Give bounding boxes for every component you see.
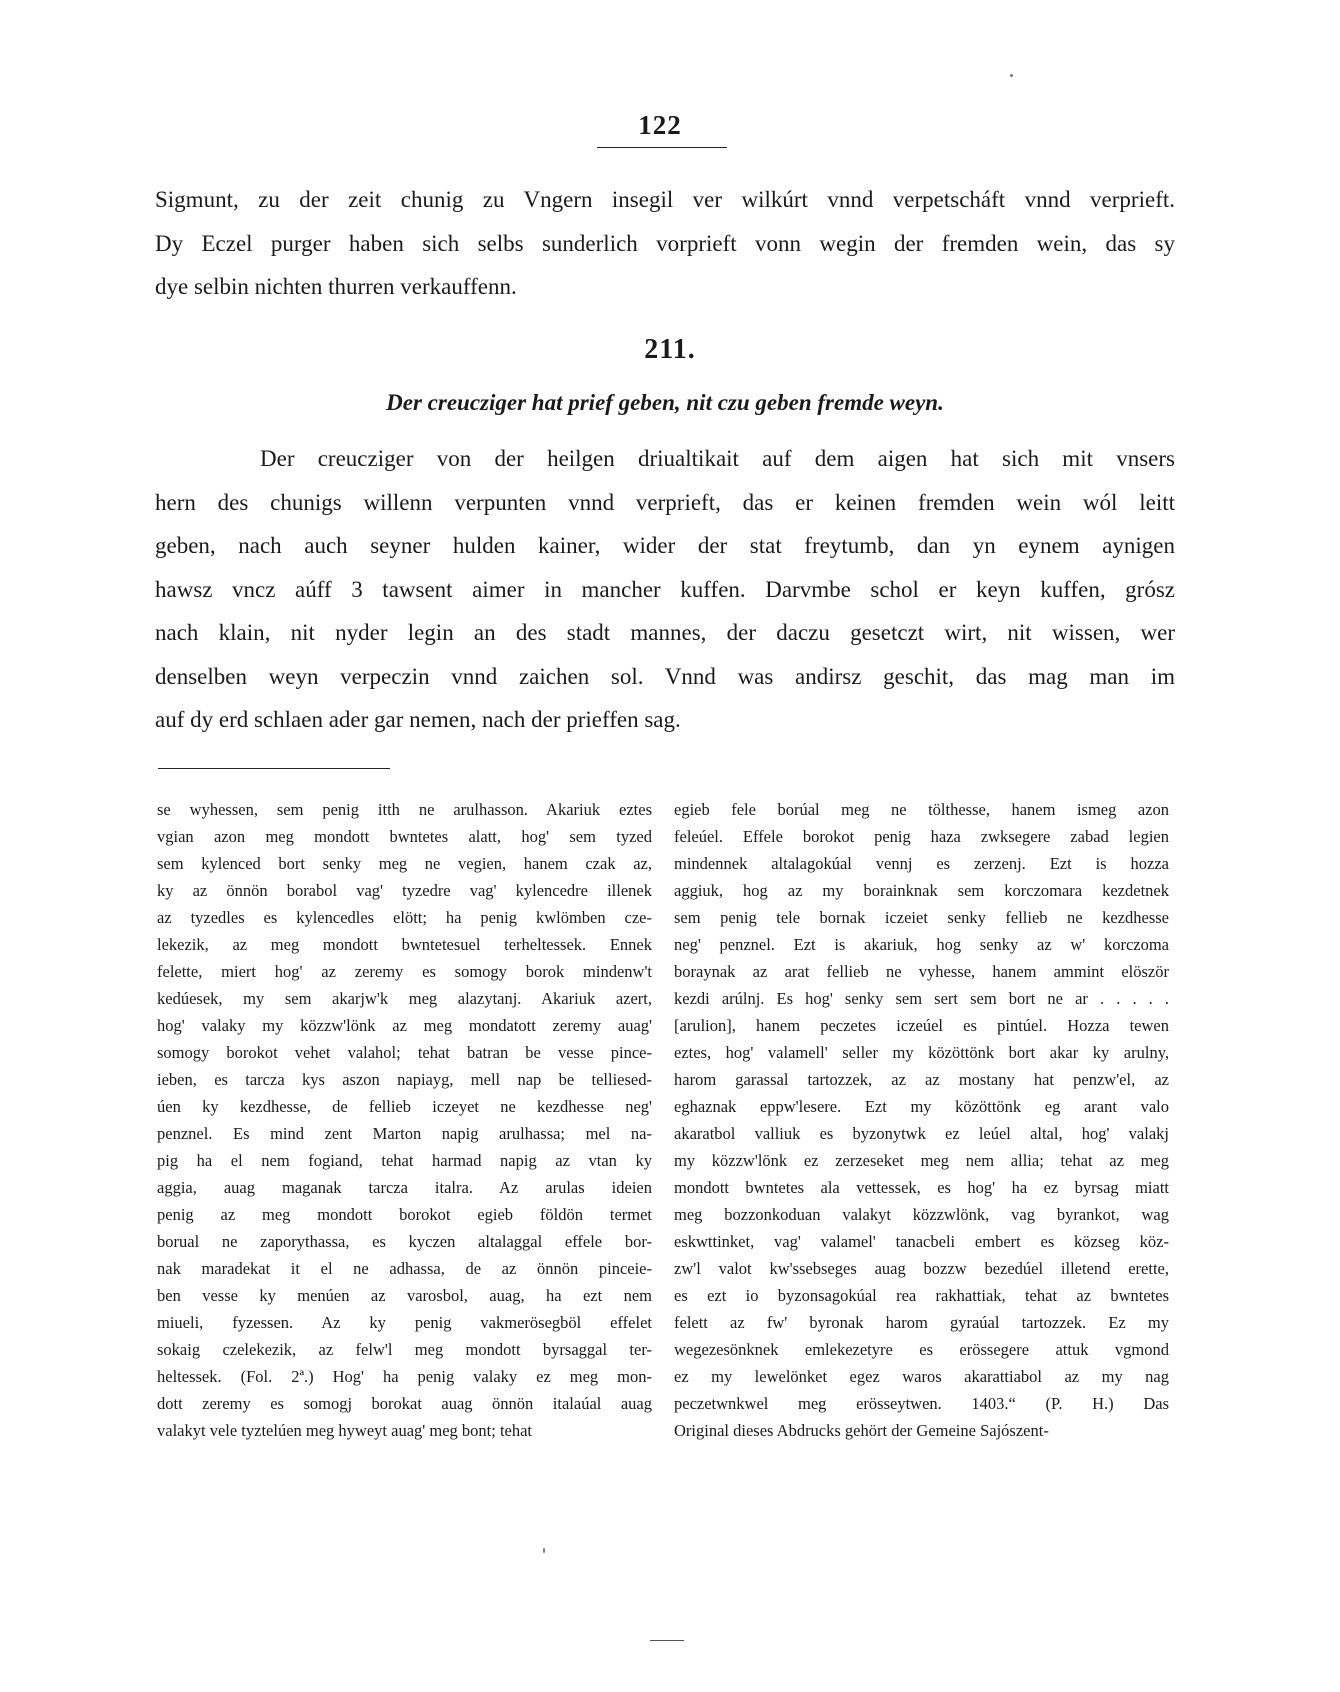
footnote-rule [158,768,390,769]
footnote-line: aggiuk, hog az my borainknak sem korczomara kezdetnek [674,881,1169,900]
footnote-line: miueli, fyzessen. Az ky penig vakmerösegböl effelet [157,1313,652,1332]
footnote-line: sem kylenced bort senky meg ne vegien, hanem czak az, [157,854,652,873]
text-line: geben, nach auch seyner hulden kainer, wider der stat freytumb, dan yn eynem aynigen [155,533,1175,558]
text-line: hawsz vncz aúff 3 tawsent aimer in mancher kuffen. Darvmbe schol er keyn kuffen, grósz [155,576,1175,602]
footnote-line: meg bozzonkoduan valakyt közzwlönk, vag byrankot, wag [674,1205,1169,1224]
footnote-line: aggia, auag maganak tarcza italra. Az arulas ideien [157,1178,652,1197]
footnote-line: ez my lewelönket egez waros akarattiabol az my nag [674,1367,1169,1386]
bottom-mark [650,1640,684,1641]
footnote-line: somogy borokot vehet valahol; tehat batran be vesse pince- [157,1043,652,1062]
footnote-line: eskwttinket, vag' valamel' tanacbeli embert es közseg köz- [674,1232,1169,1251]
footnote-line: zw'l valot kw'ssebseges auag bozzw bezedúel illetend erette, [674,1259,1169,1278]
text-line: dye selbin nichten thurren verkauffenn. [155,274,517,299]
text-line: hern des chunigs willenn verpunten vnnd verprieft, das er keinen fremden wein wól leitt [155,489,1175,515]
footnote-line: valakyt vele tyztelúen meg hyweyt auag' meg bont; tehat [157,1421,533,1440]
footnote-line: dott zeremy es somogj borokat auag önnön italaúal auag [157,1394,652,1413]
footnote-line: es ezt io byzonsagokúal rea rakhattiak, tehat az bwntetes [674,1286,1169,1305]
footnote-line: borual ne zaporythassa, es kyczen altalaggal effele bor- [157,1232,652,1251]
footnote-line: ky az önnön borabol vag' tyzedre vag' kylencedre illenek [157,881,652,900]
footnote-column-left [157,796,652,1444]
footnote-column-right [674,796,1169,1444]
footnote-line: sem penig tele bornak iczeiet senky fellieb ne kezdhesse [674,908,1169,927]
page-speck [1010,74,1013,77]
page-speck [543,1548,545,1553]
text-line: denselben weyn verpeczin vnnd zaichen sol. Vnnd was andirsz geschit, das mag man im [155,663,1175,689]
footnote-line: az tyzedles es kylencedles elött; ha penig kwlömben cze- [157,908,652,927]
footnote-line: sokaig czelekezik, az felw'l meg mondott byrsaggal ter- [157,1340,652,1359]
footnote-line: boraynak az arat fellieb ne vyhesse, hanem ammint elöször [674,962,1169,981]
footnote-line: egieb fele borúal meg ne tölthesse, hanem ismeg azon [674,800,1169,819]
footnote-line: vgian azon meg mondott bwntetes alatt, hog' sem tyzed [157,827,652,846]
footnote-line: eghaznak eppw'lesere. Ezt my közöttönk eg arant valo [674,1097,1169,1116]
footnote-line: Original dieses Abdrucks gehört der Gemeine Sajószent- [674,1421,1049,1440]
intro-paragraph [155,178,1175,309]
text-line: nach klain, nit nyder legin an des stadt mannes, der daczu gesetczt wirt, nit wissen, wer [155,620,1175,645]
footnote-line: akaratbol valliuk es byzonytwk ez leúel altal, hog' valakj [674,1124,1169,1143]
footnote-line: ben vesse ky menúen az varosbol, auag, ha ezt nem [157,1286,652,1305]
footnote-line: [arulion], hanem peczetes iczeúel es pintúel. Hozza tewen [674,1016,1169,1035]
footnote-line: kedúesek, my sem akarjw'k meg alazytanj. Akariuk azert, [157,989,652,1008]
text-line: Der creucziger von der heilgen driualtikait auf dem aigen hat sich mit vnsers [260,446,1175,471]
page-number-rule [597,147,727,148]
footnote-line: lekezik, az meg mondott bwntetesuel terheltessek. Ennek [157,935,652,954]
footnote-line: harom garassal tartozzek, az az mostany hat penzw'el, az [674,1070,1169,1089]
footnote-line: pig ha el nem fogiand, tehat harmad napig az vtan ky [157,1151,652,1170]
footnote-line: penznel. Es mind zent Marton napig arulhassa; mel na- [157,1124,652,1143]
footnote-line: felett az fw' byronak harom gyraúal tartozzek. Ez my [674,1313,1169,1332]
footnote-line: felette, miert hog' az zeremy es somogy borok mindenw't [157,962,652,981]
footnote-line: mindennek altalagokúal vennj es zerzenj. Ezt is hozza [674,854,1169,873]
entry-title: Der creucziger hat prief geben, nit czu geben fremde weyn. [386,390,944,415]
footnote-line: heltessek. (Fol. 2ª.) Hog' ha penig valaky ez meg mon- [157,1367,652,1386]
footnote-line: ieben, es tarcza kys aszon napiayg, mell nap be telliesed- [157,1070,652,1089]
footnote-line: hog' valaky my közzw'lönk az meg mondatott zeremy auag' [157,1016,652,1035]
footnote-line: wegezesönknek emlekezetyre es erössegere attuk vgmond [674,1340,1169,1359]
footnote-line: my közzw'lönk ez zerzeseket meg nem allia; tehat az meg [674,1151,1169,1170]
footnote-line: peczetwnkwel meg erösseytwen. 1403.“ (P. H.) Das [674,1394,1169,1413]
footnote-line: se wyhessen, sem penig itth ne arulhasson. Akariuk eztes [157,800,652,819]
footnote-line: eztes, hog' valamell' seller my közöttönk bort akar ky arulny, [674,1043,1169,1062]
text-line: Sigmunt, zu der zeit chunig zu Vngern insegil ver wilkúrt vnnd verpetscháft vnnd verprieft. [155,187,1175,212]
footnote-line: mondott bwntetes ala vettessek, es hog' ha ez byrsag miatt [674,1178,1169,1197]
entry-number: 211. [644,334,696,365]
footnote-line: feleúel. Effele borokot penig haza zwksegere zabad legien [674,827,1169,846]
entry-body [155,437,1175,742]
footnote-line: kezdi arúlnj. Es hog' senky sem sert sem bort ne ar . . . . . [674,989,1169,1008]
text-line: auf dy erd schlaen ader gar nemen, nach der prieffen sag. [155,707,681,732]
footnote-line: penig az meg mondott borokot egieb földön termet [157,1205,652,1224]
text-line: Dy Eczel purger haben sich selbs sunderlich vorprieft vonn wegin der fremden wein, das sy [155,230,1175,256]
footnote-line: úen ky kezdhesse, de fellieb iczeyet ne kezdhesse neg' [157,1097,652,1116]
footnote-line: neg' penznel. Ezt is akariuk, hog senky az w' korczoma [674,935,1169,954]
page-number: 122 [638,110,682,140]
footnote-line: nak maradekat it el ne adhassa, de az önnön pinceie- [157,1259,652,1278]
